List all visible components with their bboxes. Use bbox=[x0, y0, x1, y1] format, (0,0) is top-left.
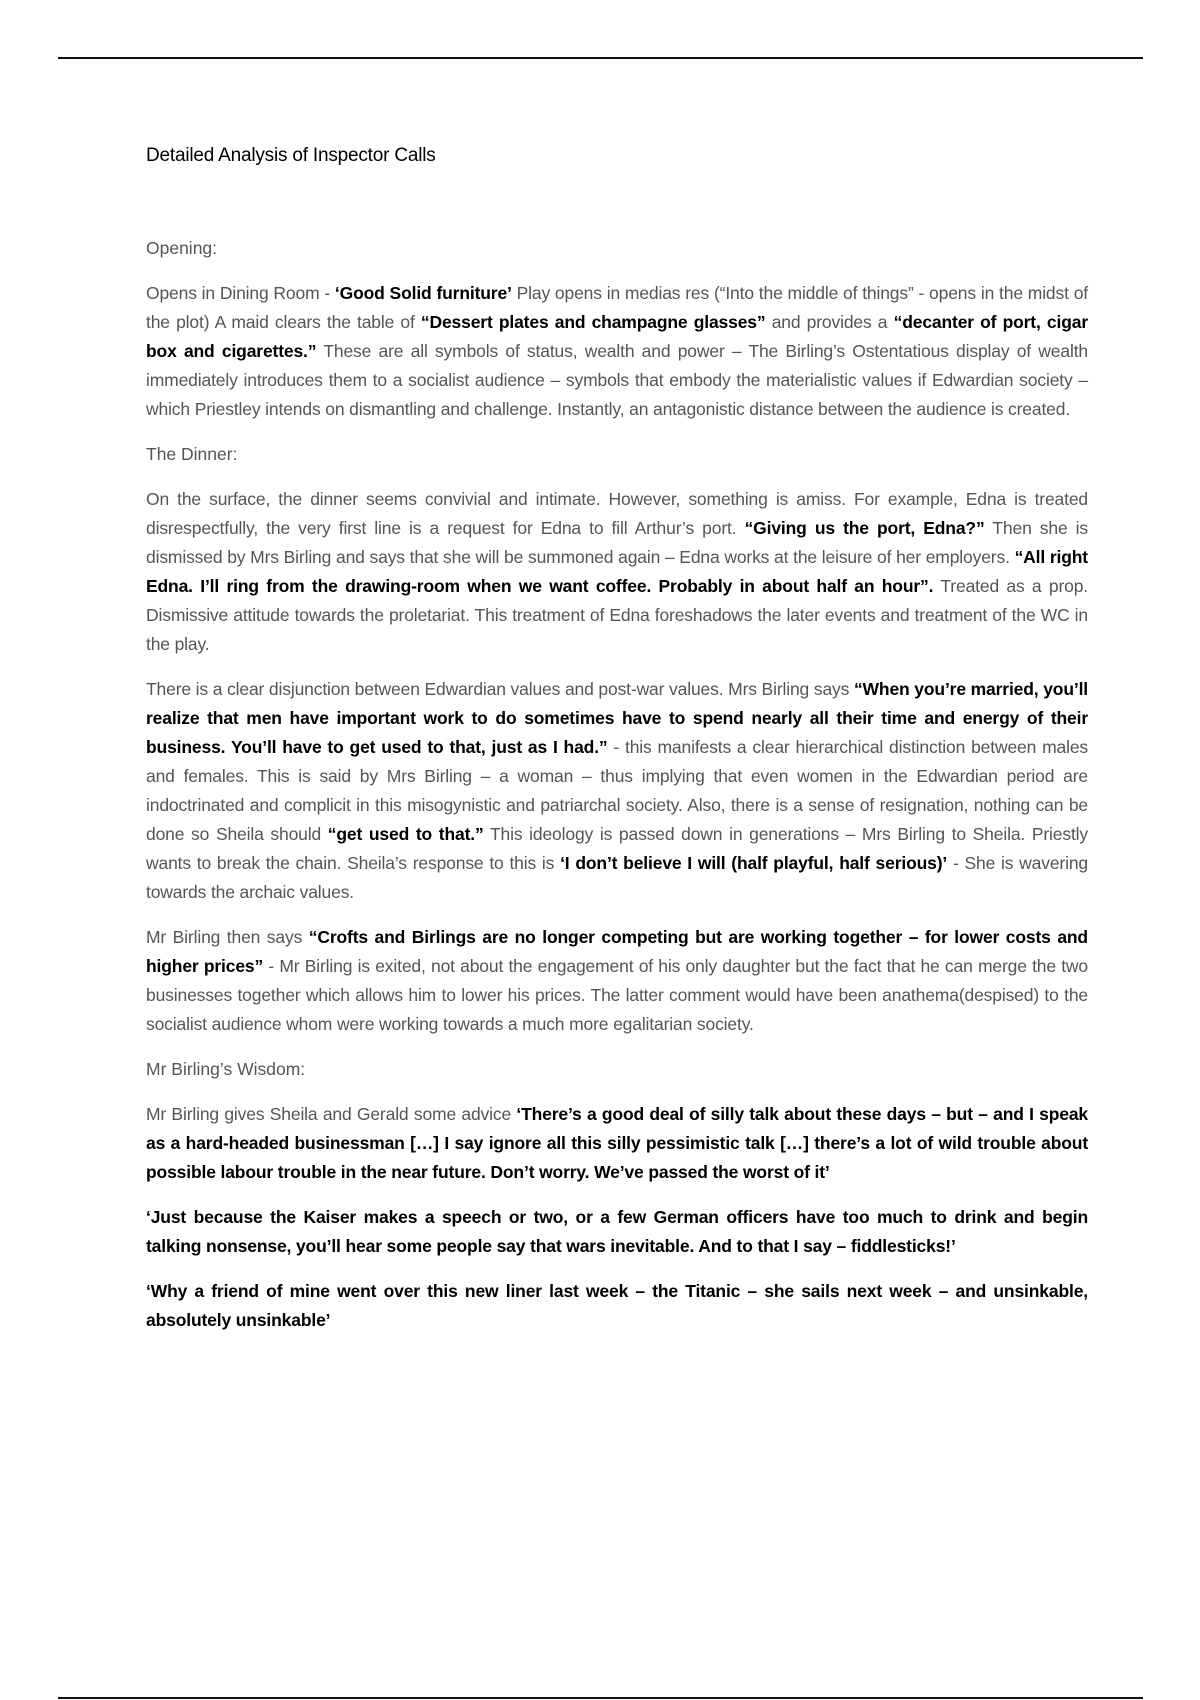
quote: “All right Edna. I’ll ring from the drawing-room when we want coffee. Probably in about half an hour”. bbox=[146, 547, 1088, 596]
text-run: and provides a bbox=[765, 312, 894, 332]
quote: “get used to that.” bbox=[327, 824, 484, 844]
paragraph-wisdom-2: ‘Just because the Kaiser makes a speech or two, or a few German officers have too much to drink and begin talking nonsense, you’ll hear some people say that wars inevitable. And to that I say – fiddlesticks!’ bbox=[146, 1207, 1088, 1256]
paragraph-wisdom-1 bbox=[146, 1100, 1088, 1187]
quote: ‘Good Solid furniture’ bbox=[334, 283, 512, 303]
document-body bbox=[146, 234, 1088, 1351]
text-run: Opens in Dining Room - bbox=[146, 283, 335, 303]
text-run: - Mr Birling is exited, not about the engagement of his only daughter but the fact that he can merge the two businesses together which allows him to lower his prices. The latter comment would have been anathema(despised) to the socialist audience whom were working towards a much more egalitarian society. bbox=[146, 956, 1089, 1034]
section-heading-wisdom: Mr Birling’s Wisdom: bbox=[146, 1059, 306, 1079]
text-run: There is a clear disjunction between Edwardian values and post-war values. Mrs Birling says bbox=[146, 679, 854, 699]
paragraph-dinner-2 bbox=[146, 675, 1088, 907]
text-run: Mr Birling gives Sheila and Gerald some advice bbox=[146, 1104, 517, 1124]
text-run: Treated as a prop. Dismissive attitude towards the proletariat. This treatment of Edna foreshadows the later events and treatment of the WC in the play. bbox=[146, 576, 1089, 654]
text-run: - this manifests a clear hierarchical distinction between males and females. This is said by Mrs Birling – a woman – thus implying that even women in the Edwardian period are indoctrinated and complicit in this misogynistic and patriarchal society. Also, there is a sense of resignation, nothing can be done so Sheila should bbox=[146, 737, 1089, 844]
text-run: Then she is dismissed by Mrs Birling and says that she will be summoned again – Edna works at the leisure of her employers. bbox=[146, 518, 1088, 567]
quote: ‘There’s a good deal of silly talk about these days – but – and I speak as a hard-headed businessman […] I say ignore all this silly pessimistic talk […] there’s a lot of wild trouble about possible labour trouble in the near future. Don’t worry. We’ve passed the worst of it’ bbox=[146, 1104, 1089, 1182]
quote: “Giving us the port, Edna?” bbox=[744, 518, 985, 538]
quote: “decanter of port, cigar box and cigarettes.” bbox=[146, 312, 1088, 361]
paragraph-dinner-1 bbox=[146, 485, 1088, 659]
text-run: On the surface, the dinner seems convivial and intimate. However, something is amiss. For example, Edna is treated disrespectfully, the very first line is a request for Edna to fill Arthur’s port. bbox=[146, 489, 1088, 538]
section-heading-dinner: The Dinner: bbox=[146, 444, 238, 464]
quote: “Crofts and Birlings are no longer competing but are working together – for lower costs and higher prices” bbox=[146, 927, 1088, 976]
paragraph-opening bbox=[146, 279, 1088, 424]
header-rule bbox=[58, 57, 1143, 59]
quote: “When you’re married, you’ll realize that men have important work to do sometimes have to spend nearly all their time and energy of their business. You’ll have to get used to that, just as I had.” bbox=[146, 679, 1088, 757]
paragraph-wisdom-3: ‘Why a friend of mine went over this new liner last week – the Titanic – she sails next week – and unsinkable, absolutely unsinkable’ bbox=[146, 1281, 1088, 1330]
quote: “Dessert plates and champagne glasses” bbox=[420, 312, 766, 332]
paragraph-dinner-3 bbox=[146, 923, 1088, 1039]
text-run: - She is wavering towards the archaic values. bbox=[146, 853, 1088, 902]
text-run: These are all symbols of status, wealth and power – The Birling’s Ostentatious display of wealth immediately introduces them to a socialist audience – symbols that embody the materialistic values if Edwardian society – which Priestley intends on dismantling and challenge. Instantly, an antagonistic distance between the audience is created. bbox=[146, 341, 1088, 419]
footer-rule bbox=[58, 1697, 1143, 1699]
text-run: This ideology is passed down in generations – Mrs Birling to Sheila. Priestly wants to break the chain. Sheila’s response to this is bbox=[146, 824, 1088, 873]
document-title: Detailed Analysis of Inspector Calls bbox=[146, 145, 436, 166]
section-heading-opening: Opening: bbox=[146, 238, 218, 258]
quote: ‘I don’t believe I will (half playful, half serious)’ bbox=[560, 853, 948, 873]
text-run: Mr Birling then says bbox=[146, 927, 309, 947]
text-run: Play opens in medias res (“Into the middle of things” - opens in the midst of the plot) A maid clears the table of bbox=[146, 283, 1088, 332]
